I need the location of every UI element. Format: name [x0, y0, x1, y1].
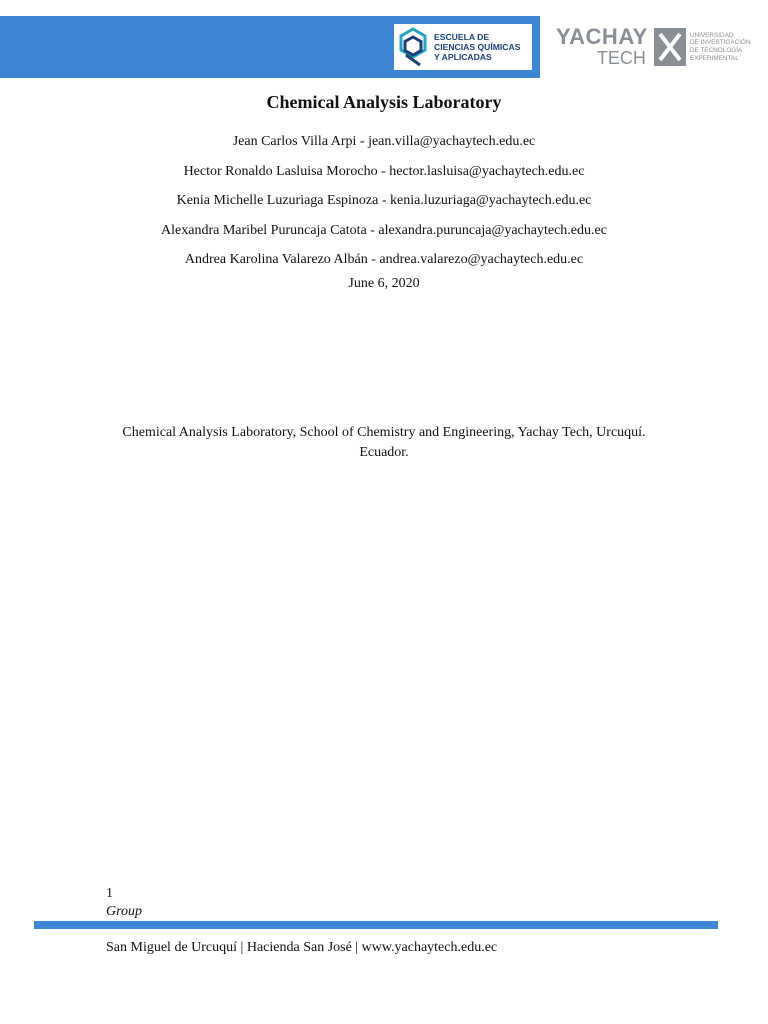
- page-number: 1: [106, 886, 113, 901]
- document-date: June 6, 2020: [348, 276, 420, 291]
- university-tagline-line: DE INVESTIGACIÓN: [689, 39, 751, 47]
- document-title: Chemical Analysis Laboratory: [266, 92, 502, 112]
- university-logo: [556, 24, 756, 70]
- university-tagline-line: UNIVERSIDAD: [689, 31, 734, 39]
- university-tagline-line: EXPERIMENTAL: [689, 54, 739, 62]
- author-entry: Jean Carlos Villa Arpi - jean.villa@yachaytech.edu.ec: [232, 134, 536, 149]
- footer-address: San Miguel de Urcuquí | Hacienda San José | www.yachaytech.edu.ec: [106, 940, 498, 955]
- school-logo: [394, 24, 532, 70]
- author-entry: Alexandra Maribel Puruncaja Catota - alexandra.puruncaja@yachaytech.edu.ec: [161, 222, 607, 238]
- university-tagline: [690, 32, 751, 62]
- university-name-main: YACHAY: [556, 24, 648, 49]
- school-logo-text: [434, 32, 520, 62]
- school-logo-line: ESCUELA DE: [434, 32, 490, 42]
- author-entry: Andrea Karolina Valarezo Albán - andrea.valarezo@yachaytech.edu.ec: [184, 252, 584, 268]
- author-list: [0, 127, 768, 275]
- university-wordmark: [556, 26, 648, 68]
- university-tagline-line: DE TECNOLOGÍA: [689, 47, 743, 54]
- affiliation-text: Chemical Analysis Laboratory, School of Chemistry and Engineering, Yachay Tech, Urcuquí. Ecuador.: [122, 425, 646, 460]
- school-logo-line: CIENCIAS QUÍMICAS: [434, 42, 521, 52]
- footer-divider: [34, 921, 718, 929]
- molecule-logo-icon: [398, 27, 428, 67]
- school-logo-line: Y APLICADAS: [434, 52, 492, 62]
- author-entry: Hector Ronaldo Lasluisa Morocho - hector.lasluisa@yachaytech.edu.ec: [183, 163, 585, 179]
- author-entry: Kenia Michelle Luzuriaga Espinoza - kenia.luzuriaga@yachaytech.edu.ec: [176, 193, 592, 209]
- yachay-emblem-icon: [654, 28, 686, 66]
- university-name-sub: TECH: [596, 48, 646, 68]
- footer-label: Group: [106, 904, 143, 919]
